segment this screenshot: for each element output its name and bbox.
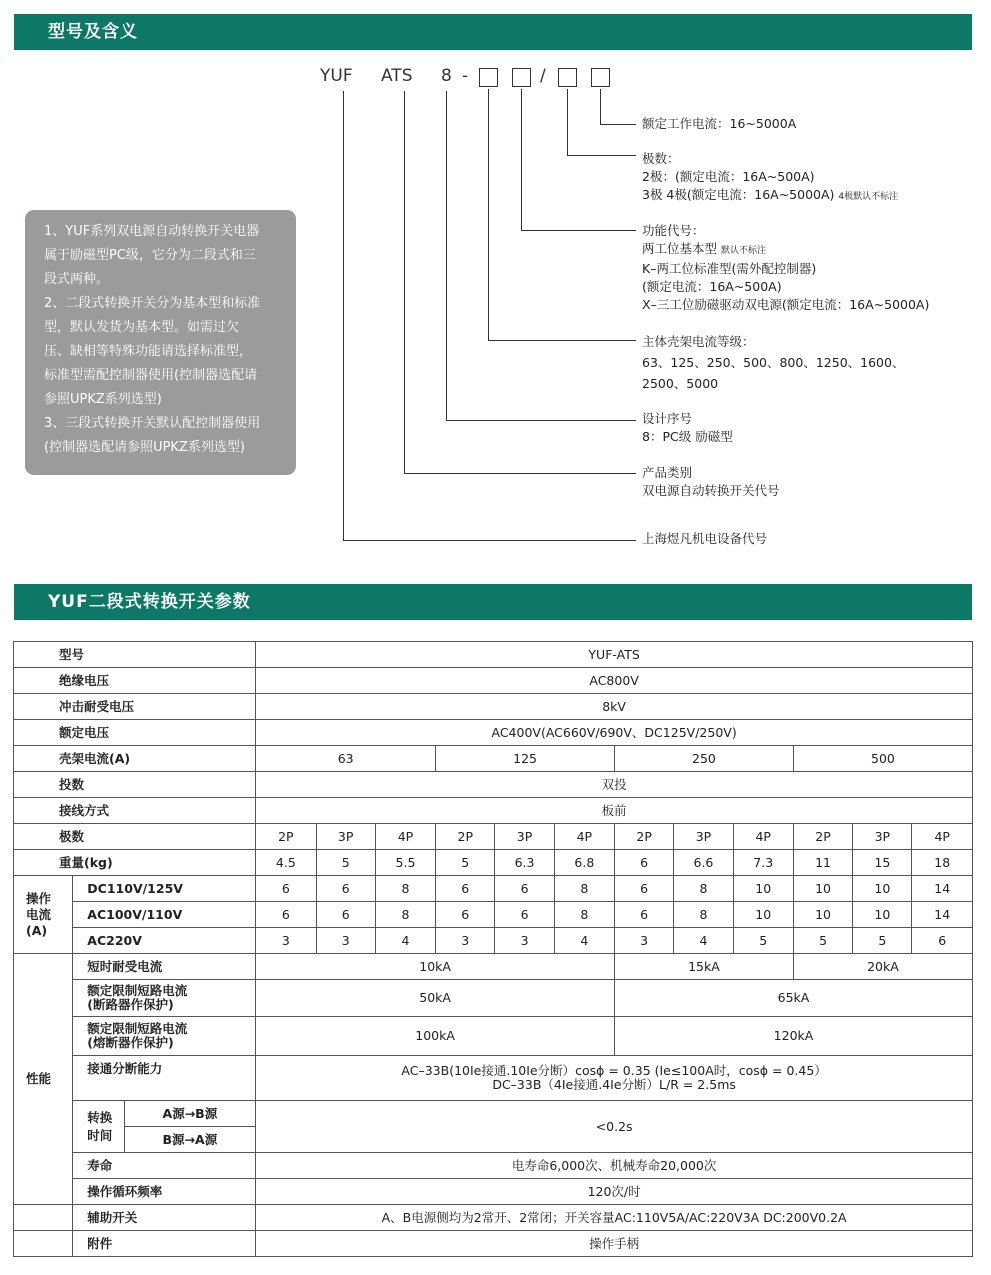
desc-category: 产品类别 双电源自动转换开关代号 — [642, 465, 780, 498]
cell: 3P — [674, 824, 733, 850]
cell: 4 — [674, 928, 733, 954]
code-8: 8 — [441, 66, 452, 86]
desc-design: 设计序号 8：PC级 励磁型 — [642, 411, 733, 444]
cell: 操作手柄 — [256, 1231, 973, 1257]
row-label: 极数 — [14, 824, 256, 850]
row-label: 转换 时间 — [73, 1101, 124, 1153]
cell: 14 — [912, 876, 973, 902]
cell: 7.3 — [733, 850, 793, 876]
table-row — [14, 902, 973, 928]
cell: 2P — [256, 824, 316, 850]
cell: 120kA — [615, 1017, 973, 1056]
cell: 6 — [615, 902, 674, 928]
table-row — [14, 798, 973, 824]
group-label-op-current: 操作 电流 (A) — [14, 876, 73, 954]
row-label: 重量(kg) — [14, 850, 256, 876]
table-row — [14, 1153, 973, 1179]
code-ats: ATS — [381, 66, 413, 86]
cell: 10 — [793, 876, 852, 902]
cell: 15kA — [615, 954, 794, 980]
cell: 10 — [733, 902, 793, 928]
desc-frame: 主体壳架电流等级： 63、125、250、500、800、1250、1600、 2500、5000 — [642, 334, 905, 391]
cell: 10 — [793, 902, 852, 928]
cell: 4.5 — [256, 850, 316, 876]
cell: AC800V — [256, 668, 973, 694]
cell: 6 — [912, 928, 973, 954]
code-box-current — [591, 68, 610, 87]
cell: 6 — [615, 876, 674, 902]
cell: A、B电源侧均为2常开、2常闭；开关容量AC:110V5A/AC:220V3A DC:200V0.2A — [256, 1205, 973, 1231]
table-row — [14, 720, 973, 746]
cell: 10 — [733, 876, 793, 902]
row-label: 操作循环频率 — [73, 1179, 256, 1205]
cell: 3 — [495, 928, 554, 954]
row-label: 额定电压 — [14, 720, 256, 746]
cell: 125 — [436, 746, 615, 772]
cell: 5 — [436, 850, 495, 876]
cell: AC–33B(10Ie接通.10Ie分断）cosϕ = 0.35 (Ie≤100A时，cosϕ = 0.45） DC–33B（4Ie接通.4Ie分断）L/R = 2.5ms — [256, 1056, 973, 1101]
cell: 8 — [375, 876, 435, 902]
cell: AC400V(AC660V/690V、DC125V/250V) — [256, 720, 973, 746]
cell: 3P — [495, 824, 554, 850]
table-row — [14, 1101, 973, 1127]
group-label-performance: 性能 — [14, 954, 73, 1205]
spec-table — [13, 641, 973, 1257]
cell: 3 — [316, 928, 375, 954]
table-row — [14, 746, 973, 772]
cell: 250 — [615, 746, 794, 772]
row-label: 辅助开关 — [73, 1205, 256, 1231]
row-label: 绝缘电压 — [14, 668, 256, 694]
cell: 20kA — [793, 954, 972, 980]
cell: 5 — [733, 928, 793, 954]
table-row — [14, 668, 973, 694]
cell: 8 — [554, 902, 614, 928]
cell: 63 — [256, 746, 436, 772]
cell-a-to-b: A源→B源 — [124, 1101, 256, 1127]
table-row — [14, 876, 973, 902]
cell: 电寿命6,000次、机械寿命20,000次 — [256, 1153, 973, 1179]
row-label: 额定限制短路电流 (断路器作保护) — [73, 980, 256, 1017]
row-label: 接线方式 — [14, 798, 256, 824]
cell: 6.3 — [495, 850, 554, 876]
cell: 5 — [316, 850, 375, 876]
cell: 4P — [375, 824, 435, 850]
row-label: 短时耐受电流 — [73, 954, 256, 980]
cell: 4P — [733, 824, 793, 850]
cell: 3 — [436, 928, 495, 954]
cell: 3 — [256, 928, 316, 954]
cell: YUF-ATS — [256, 642, 973, 668]
cell: 500 — [793, 746, 972, 772]
table-row — [14, 1017, 973, 1056]
cell: 双投 — [256, 772, 973, 798]
table-row — [14, 772, 973, 798]
cell: 8 — [674, 902, 733, 928]
row-label: DC110V/125V — [73, 876, 256, 902]
cell: 8 — [674, 876, 733, 902]
note-line: 压、缺相等特殊功能请选择标准型， — [44, 344, 253, 359]
cell: 10kA — [256, 954, 615, 980]
cell: 65kA — [615, 980, 973, 1017]
cell: 11 — [793, 850, 852, 876]
cell-empty — [14, 1205, 73, 1231]
cell: 15 — [853, 850, 912, 876]
cell: 6 — [256, 902, 316, 928]
section-title: 型号及含义 — [48, 22, 138, 42]
cell: 6 — [436, 902, 495, 928]
table-row — [14, 928, 973, 954]
cell: 10 — [853, 902, 912, 928]
row-label: 壳架电流(A) — [14, 746, 256, 772]
desc-company: 上海煜凡机电设备代号 — [642, 531, 768, 546]
table-row — [14, 1205, 973, 1231]
cell: 8 — [554, 876, 614, 902]
cell: 6.6 — [674, 850, 733, 876]
cell: 6 — [256, 876, 316, 902]
desc-function: 功能代号： 两工位基本型 默认不标注 K–两工位标准型(需外配控制器) (额定电流：16A~500A) X–三工位励磁驱动双电源(额定电流：16A~5000A) — [642, 223, 930, 312]
cell: <0.2s — [256, 1101, 973, 1153]
code-box-frame — [479, 68, 498, 87]
code-box-poles — [558, 68, 577, 87]
note-line: 2、二段式转换开关分为基本型和标准 — [44, 296, 261, 311]
cell: 10 — [853, 876, 912, 902]
cell: 5 — [793, 928, 852, 954]
cell: 2P — [793, 824, 852, 850]
desc-rated-current: 额定工作电流：16~5000A — [642, 116, 797, 131]
cell: 4P — [554, 824, 614, 850]
row-label: 附件 — [73, 1231, 256, 1257]
table-row — [14, 824, 973, 850]
table-row — [14, 850, 973, 876]
row-label: 额定限制短路电流 (熔断器作保护) — [73, 1017, 256, 1056]
cell: 8kV — [256, 694, 973, 720]
cell: 6 — [436, 876, 495, 902]
table-row — [14, 642, 973, 668]
cell: 2P — [615, 824, 674, 850]
row-label: AC220V — [73, 928, 256, 954]
table-row — [14, 954, 973, 980]
cell: 120次/时 — [256, 1179, 973, 1205]
cell: 100kA — [256, 1017, 615, 1056]
note-line: 属于励磁型PC级，它分为二段式和三 — [44, 248, 256, 263]
code-box-function — [512, 68, 531, 87]
cell: 6 — [495, 902, 554, 928]
cell: 8 — [375, 902, 435, 928]
row-label: 型号 — [14, 642, 256, 668]
cell: 5.5 — [375, 850, 435, 876]
cell: 6 — [615, 850, 674, 876]
table-row — [14, 1056, 973, 1101]
note-line: 段式两种。 — [44, 272, 110, 287]
cell: 3P — [853, 824, 912, 850]
cell-b-to-a: B源→A源 — [124, 1127, 256, 1153]
note-line: 3、三段式转换开关默认配控制器使用 — [44, 416, 261, 431]
note-line: 标准型需配控制器使用(控制器选配请 — [44, 368, 258, 383]
cell: 6.8 — [554, 850, 614, 876]
note-line: (控制器选配请参照UPKZ系列选型) — [44, 440, 245, 455]
row-label: 投数 — [14, 772, 256, 798]
cell: 4 — [375, 928, 435, 954]
row-label: 寿命 — [73, 1153, 256, 1179]
section-header-model — [14, 14, 972, 50]
row-label: AC100V/110V — [73, 902, 256, 928]
cell: 板前 — [256, 798, 973, 824]
code-dash: - — [462, 66, 469, 86]
cell: 4P — [912, 824, 973, 850]
note-box — [25, 210, 296, 475]
cell: 6 — [495, 876, 554, 902]
cell: 50kA — [256, 980, 615, 1017]
table-row — [14, 980, 973, 1017]
table-row — [14, 1231, 973, 1257]
code-yuf: YUF — [320, 66, 353, 86]
table-row — [14, 694, 973, 720]
desc-poles: 极数： 2极：(额定电流：16A~500A) 3极 4极(额定电流：16A~5000A) 4极默认不标注 — [642, 151, 899, 202]
note-line: 参照UPKZ系列选型) — [44, 392, 162, 407]
table-row — [14, 1179, 973, 1205]
cell: 6 — [316, 902, 375, 928]
section-header-params — [14, 584, 972, 620]
cell: 3 — [615, 928, 674, 954]
cell: 18 — [912, 850, 973, 876]
cell: 2P — [436, 824, 495, 850]
row-label: 冲击耐受电压 — [14, 694, 256, 720]
cell: 3P — [316, 824, 375, 850]
row-label: 接通分断能力 — [73, 1056, 256, 1101]
note-line: 型，默认发货为基本型。如需过欠 — [44, 320, 240, 335]
cell: 5 — [853, 928, 912, 954]
cell: 4 — [554, 928, 614, 954]
cell: 6 — [316, 876, 375, 902]
cell-empty — [14, 1231, 73, 1257]
note-line: 1、YUF系列双电源自动转换开关电器 — [44, 224, 260, 239]
cell: 14 — [912, 902, 973, 928]
section-title: YUF二段式转换开关参数 — [48, 592, 251, 612]
code-slash: / — [540, 66, 546, 86]
